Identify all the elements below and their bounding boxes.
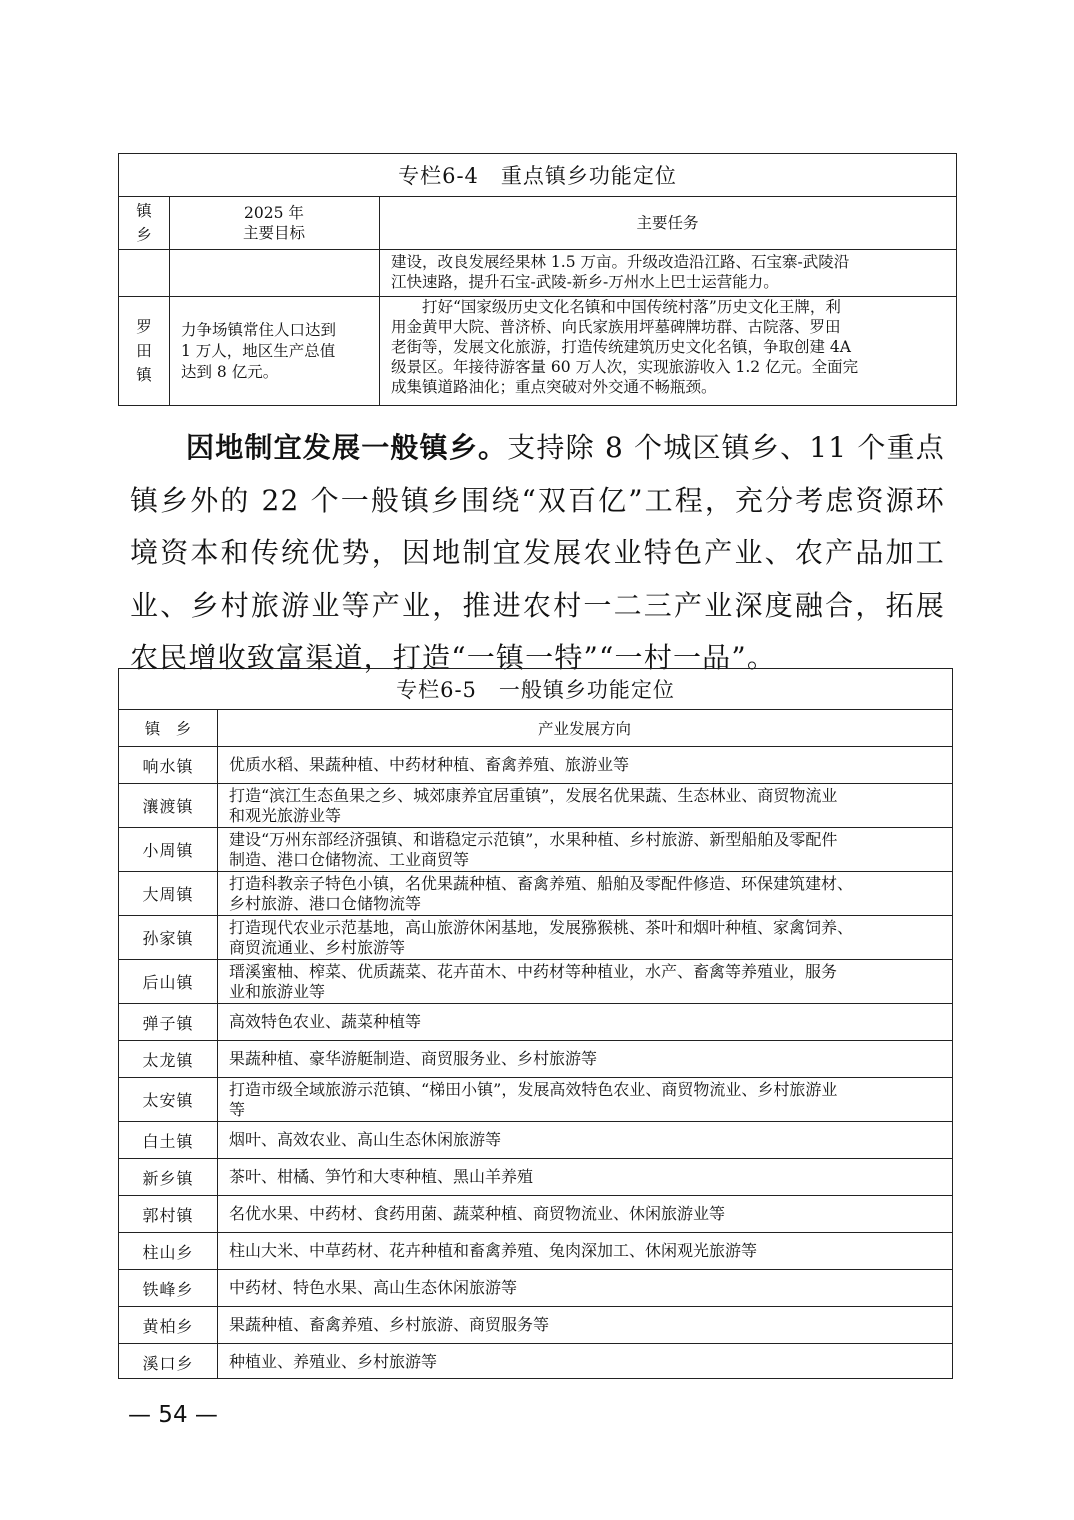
table-row bbox=[119, 915, 952, 959]
table-row bbox=[119, 1158, 952, 1195]
table-row bbox=[119, 1269, 952, 1306]
town-cell: 溪口乡 bbox=[142, 1353, 194, 1373]
table-key-towns bbox=[118, 153, 957, 406]
table-row bbox=[119, 1195, 952, 1232]
paragraph-lead: 因地制宜发展一般镇乡。 bbox=[186, 431, 508, 464]
table-row bbox=[119, 1232, 952, 1269]
town-cell: 弹子镇 bbox=[142, 1013, 194, 1033]
direction-cell: 种植业、养殖业、乡村旅游等 bbox=[229, 1352, 438, 1371]
direction-cell: 名优水果、中药材、食药用菌、蔬菜种植、商贸物流业、休闲旅游业等 bbox=[229, 1204, 726, 1223]
body-paragraph bbox=[130, 422, 945, 685]
direction-cell: 中药材、特色水果、高山生态休闲旅游等 bbox=[229, 1278, 518, 1297]
header-goal: 2025 年 主要目标 bbox=[242, 204, 305, 242]
direction-cell: 果蔬种植、豪华游艇制造、商贸服务业、乡村旅游等 bbox=[229, 1049, 598, 1068]
table-row bbox=[119, 1121, 952, 1158]
header-town: 镇 乡 bbox=[136, 202, 152, 244]
page-number: — 54 — bbox=[128, 1402, 218, 1428]
table-row bbox=[119, 1343, 952, 1380]
table-row bbox=[119, 296, 956, 405]
header-task: 主要任务 bbox=[636, 214, 699, 232]
goal-cell: 力争场镇常住人口达到 1 万人，地区生产总值 达到 8 亿元。 bbox=[181, 320, 337, 381]
task-cell: 建设，改良发展经果林 1.5 万亩。升级改造沿江路、石宝寨-武陵沿 江快速路，提升石宝-武陵-新乡-万州水上巴士运营能力。 bbox=[391, 253, 850, 291]
task-cell: 打好“国家级历史文化名镇和中国传统村落”历史文化王牌，利 用金黄甲大院、普济桥、向氏家族用坪墓碑牌坊群、古院落、罗田 老街等，发展文化旅游，打造传统建筑历史文化名镇，争取创建 4A 级景区。年接待游客量 60 万人次，实现旅游收入 1.2 亿元。全面完 成集镇道路油化；重点突破对外交通不畅瓶颈。 bbox=[391, 298, 859, 396]
town-cell: 大周镇 bbox=[142, 885, 194, 904]
town-cell: 铁峰乡 bbox=[142, 1279, 194, 1299]
column-divider bbox=[217, 709, 218, 1378]
table-header-row bbox=[119, 196, 956, 249]
column-divider bbox=[169, 196, 170, 405]
paragraph-body: 支持除 8 个城区镇乡、11 个重点镇乡外的 22 个一般镇乡围绕“双百亿”工程，充分考虑资源环境资本和传统优势，因地制宜发展农业特色产业、农产品加工业、乡村旅游业等产业，推进农村一二三产业深度融合，拓展农民增收致富渠道，打造“一镇一特”“一村一品”。 bbox=[130, 431, 946, 674]
direction-cell: 茶叶、柑橘、笋竹和大枣种植、黑山羊养殖 bbox=[229, 1167, 534, 1186]
table-row bbox=[119, 871, 952, 915]
town-cell: 小周镇 bbox=[142, 841, 194, 860]
direction-cell: 打造现代农业示范基地，高山旅游休闲基地，发展猕猴桃、茶叶和烟叶种植、家禽饲养、 商贸流通业、乡村旅游等 bbox=[229, 917, 854, 957]
town-cell: 后山镇 bbox=[142, 973, 194, 992]
town-cell: 太龙镇 bbox=[142, 1050, 194, 1070]
town-cell: 孙家镇 bbox=[142, 929, 194, 948]
table-row bbox=[119, 1003, 952, 1040]
town-cell: 新乡镇 bbox=[142, 1168, 194, 1188]
direction-cell: 打造市级全域旅游示范镇、“梯田小镇”，发展高效特色农业、商贸物流业、乡村旅游业 等 bbox=[229, 1079, 838, 1119]
table-row bbox=[119, 1306, 952, 1343]
table-row bbox=[119, 249, 956, 296]
town-cell: 罗 田 镇 bbox=[136, 318, 152, 384]
header-town: 镇 乡 bbox=[144, 720, 192, 738]
table-row bbox=[119, 746, 952, 783]
table-title: 专栏6-4 重点镇乡功能定位 bbox=[398, 164, 677, 188]
table-row bbox=[119, 1040, 952, 1077]
direction-cell: 果蔬种植、畜禽养殖、乡村旅游、商贸服务等 bbox=[229, 1315, 550, 1334]
direction-cell: 建设“万州东部经济强镇、和谐稳定示范镇”，水果种植、乡村旅游、新型船舶及零配件 制造、港口仓储物流、工业商贸等 bbox=[229, 829, 838, 869]
direction-cell: 瑨溪蜜柚、榨菜、优质蔬菜、花卉苗木、中药材等种植业，水产、畜禽等养殖业，服务 业和旅游业等 bbox=[229, 961, 838, 1001]
town-cell: 黄柏乡 bbox=[142, 1316, 194, 1336]
town-cell: 白土镇 bbox=[142, 1131, 194, 1151]
direction-cell: 高效特色农业、蔬菜种植等 bbox=[229, 1012, 422, 1031]
direction-cell: 烟叶、高效农业、高山生态休闲旅游等 bbox=[229, 1130, 502, 1149]
town-cell: 响水镇 bbox=[142, 756, 194, 776]
town-cell: 柱山乡 bbox=[142, 1242, 194, 1262]
header-direction: 产业发展方向 bbox=[537, 720, 631, 738]
town-cell: 太安镇 bbox=[142, 1091, 194, 1110]
table-row bbox=[119, 1077, 952, 1121]
town-cell: 郭村镇 bbox=[142, 1205, 194, 1225]
table-general-towns bbox=[118, 668, 953, 1379]
town-cell: 瀼渡镇 bbox=[142, 797, 194, 816]
direction-cell: 打造科教亲子特色小镇，名优果蔬种植、畜禽养殖、船舶及零配件修造、环保建筑建材、 乡村旅游、港口仓储物流等 bbox=[229, 873, 854, 913]
table-row bbox=[119, 959, 952, 1003]
table-header-row bbox=[119, 709, 952, 746]
direction-cell: 优质水稻、果蔬种植、中药材种植、畜禽养殖、旅游业等 bbox=[229, 755, 630, 774]
table-row bbox=[119, 783, 952, 827]
column-divider bbox=[379, 196, 380, 405]
table-title: 专栏6-5 一般镇乡功能定位 bbox=[396, 678, 675, 702]
table-row bbox=[119, 827, 952, 871]
direction-cell: 打造“滨江生态鱼果之乡、城郊康养宜居重镇”，发展名优果蔬、生态林业、商贸物流业 和观光旅游业等 bbox=[229, 785, 838, 825]
direction-cell: 柱山大米、中草药材、花卉种植和畜禽养殖、兔肉深加工、休闲观光旅游等 bbox=[229, 1241, 758, 1260]
